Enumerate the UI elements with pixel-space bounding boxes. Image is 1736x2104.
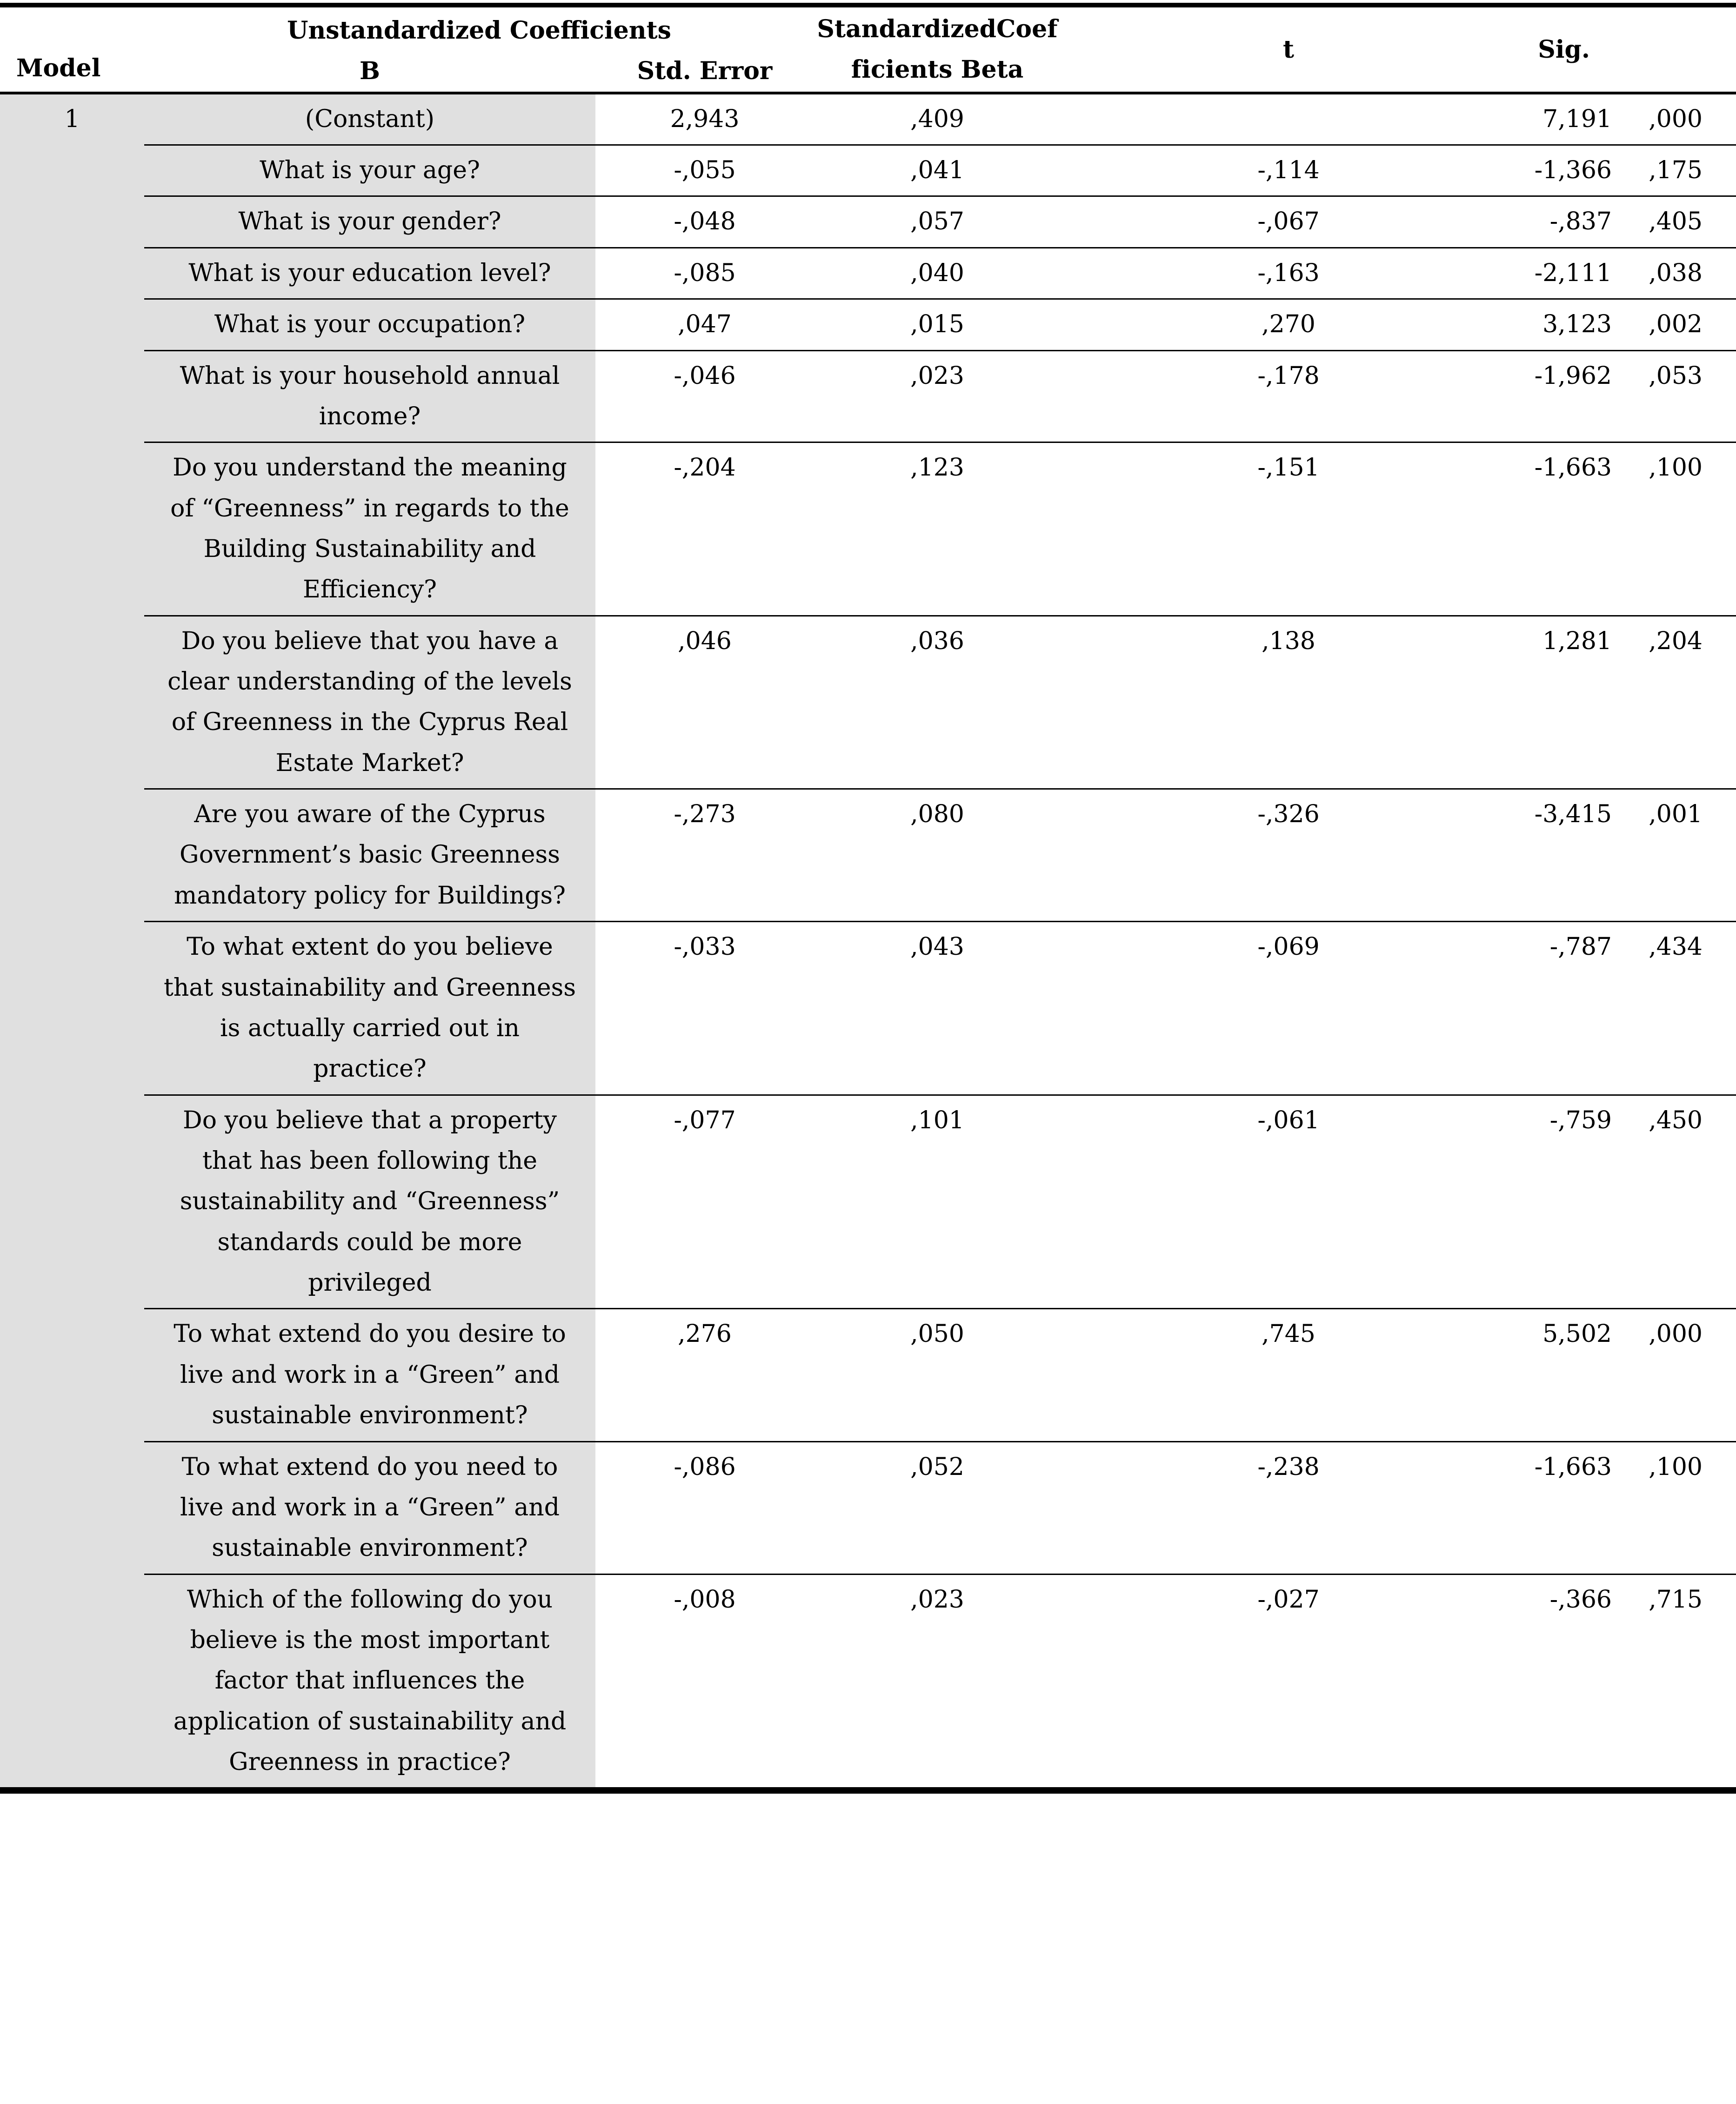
t-value-cell: -1,366 (1516, 145, 1623, 196)
question-label-cell: Do you believe that you have a clear understanding of the levels of Greenness in the Cyprus Real Estate Market? (144, 616, 595, 789)
sig-value-cell: ,175 (1623, 145, 1736, 196)
beta-value-cell: -,238 (1061, 1441, 1516, 1574)
sig-value-cell: ,038 (1623, 248, 1736, 299)
sig-value-cell: ,204 (1623, 616, 1736, 789)
t-value-cell: -,759 (1516, 1095, 1623, 1309)
table-row (0, 616, 1736, 789)
sig-value-cell: ,450 (1623, 1095, 1736, 1309)
table-row (0, 1574, 1736, 1790)
question-label-cell: To what extend do you desire to live and work in a “Green” and sustainable environment? (144, 1309, 595, 1441)
std-error-value-cell: ,023 (814, 1574, 1061, 1790)
sig-value-cell: ,100 (1623, 1441, 1736, 1574)
table-row (0, 248, 1736, 299)
question-label-cell: What is your gender? (144, 196, 595, 248)
t-value-cell: -3,415 (1516, 789, 1623, 922)
question-label-cell: What is your education level? (144, 248, 595, 299)
std-error-column-header: Std. Error (595, 51, 814, 93)
table-row (0, 1309, 1736, 1441)
t-value-cell: 3,123 (1516, 299, 1623, 350)
table-row (0, 196, 1736, 248)
b-value-cell: 2,943 (595, 93, 814, 145)
table-row (0, 922, 1736, 1095)
beta-value-cell: -,163 (1061, 248, 1516, 299)
table-body (0, 93, 1736, 1791)
standardized-coefficients-beta-header: StandardizedCoefficients Beta (814, 5, 1061, 93)
std-error-value-cell: ,052 (814, 1441, 1061, 1574)
sig-value-cell: ,000 (1623, 93, 1736, 145)
table-row (0, 1441, 1736, 1574)
beta-value-cell: -,069 (1061, 922, 1516, 1095)
question-label-cell: Are you aware of the Cyprus Government’s basic Greenness mandatory policy for Buildings? (144, 789, 595, 922)
question-label-cell: Do you understand the meaning of “Greenness” in regards to the Building Sustainability and Efficiency? (144, 442, 595, 616)
t-value-cell: -,787 (1516, 922, 1623, 1095)
b-column-header: B (144, 51, 595, 93)
table-row (0, 350, 1736, 442)
b-value-cell: -,204 (595, 442, 814, 616)
b-value-cell: ,276 (595, 1309, 814, 1441)
question-label-cell: What is your household annual income? (144, 350, 595, 442)
beta-value-cell: -,151 (1061, 442, 1516, 616)
b-value-cell: -,046 (595, 350, 814, 442)
t-value-cell: -2,111 (1516, 248, 1623, 299)
std-error-value-cell: ,040 (814, 248, 1061, 299)
b-value-cell: -,085 (595, 248, 814, 299)
std-error-value-cell: ,080 (814, 789, 1061, 922)
t-value-cell: -1,663 (1516, 442, 1623, 616)
t-value-cell: 5,502 (1516, 1309, 1623, 1441)
b-value-cell: ,046 (595, 616, 814, 789)
question-label-cell: What is your age? (144, 145, 595, 196)
std-error-value-cell: ,123 (814, 442, 1061, 616)
header-row-1 (0, 5, 1736, 51)
question-label-cell: To what extent do you believe that sustainability and Greenness is actually carried out in practice? (144, 922, 595, 1095)
table-row (0, 789, 1736, 922)
std-error-value-cell: ,043 (814, 922, 1061, 1095)
std-error-value-cell: ,036 (814, 616, 1061, 789)
beta-value-cell: -,061 (1061, 1095, 1516, 1309)
beta-value-cell: -,326 (1061, 789, 1516, 922)
b-value-cell: -,273 (595, 789, 814, 922)
std-error-value-cell: ,023 (814, 350, 1061, 442)
table-row (0, 93, 1736, 145)
std-error-value-cell: ,015 (814, 299, 1061, 350)
model-column-header: Model (0, 5, 144, 93)
sig-value-cell: ,002 (1623, 299, 1736, 350)
sig-value-cell: ,434 (1623, 922, 1736, 1095)
t-value-cell: 1,281 (1516, 616, 1623, 789)
table-row (0, 145, 1736, 196)
b-value-cell: -,077 (595, 1095, 814, 1309)
b-value-cell: -,086 (595, 1441, 814, 1574)
std-error-value-cell: ,409 (814, 93, 1061, 145)
t-value-cell: -1,962 (1516, 350, 1623, 442)
sig-value-cell: ,000 (1623, 1309, 1736, 1441)
std-error-value-cell: ,101 (814, 1095, 1061, 1309)
beta-value-cell: -,114 (1061, 145, 1516, 196)
b-value-cell: ,047 (595, 299, 814, 350)
table-row (0, 1095, 1736, 1309)
sig-value-cell: ,405 (1623, 196, 1736, 248)
table-row (0, 442, 1736, 616)
b-value-cell: -,055 (595, 145, 814, 196)
table-row (0, 299, 1736, 350)
question-label-cell: What is your occupation? (144, 299, 595, 350)
sig-column-header: Sig. (1516, 5, 1623, 93)
regression-coefficients-table (0, 3, 1736, 1794)
t-column-header: t (1061, 5, 1516, 93)
t-value-cell: -,366 (1516, 1574, 1623, 1790)
sig-value-cell: ,715 (1623, 1574, 1736, 1790)
beta-value-cell: -,027 (1061, 1574, 1516, 1790)
question-label-cell: To what extend do you need to live and work in a “Green” and sustainable environment? (144, 1441, 595, 1574)
t-value-cell: -1,663 (1516, 1441, 1623, 1574)
t-value-cell: -,837 (1516, 196, 1623, 248)
table-header (0, 5, 1736, 93)
std-error-value-cell: ,041 (814, 145, 1061, 196)
beta-value-cell: -,178 (1061, 350, 1516, 442)
question-label-cell: Do you believe that a property that has been following the sustainability and “Greenness” standards could be more privileged (144, 1095, 595, 1309)
b-value-cell: -,033 (595, 922, 814, 1095)
question-label-cell: Which of the following do you believe is the most important factor that influences the application of sustainability and Greenness in practice? (144, 1574, 595, 1790)
beta-value-cell: -,067 (1061, 196, 1516, 248)
unstandardized-coefficients-header: Unstandardized Coefficients (144, 5, 814, 51)
model-number-cell: 1 (0, 93, 144, 1791)
b-value-cell: -,048 (595, 196, 814, 248)
std-error-value-cell: ,050 (814, 1309, 1061, 1441)
question-label-cell: (Constant) (144, 93, 595, 145)
beta-value-cell: ,138 (1061, 616, 1516, 789)
beta-value-cell: ,745 (1061, 1309, 1516, 1441)
beta-value-cell (1061, 93, 1516, 145)
sig-value-cell: ,100 (1623, 442, 1736, 616)
t-value-cell: 7,191 (1516, 93, 1623, 145)
b-value-cell: -,008 (595, 1574, 814, 1790)
sig-value-cell: ,053 (1623, 350, 1736, 442)
beta-value-cell: ,270 (1061, 299, 1516, 350)
std-error-value-cell: ,057 (814, 196, 1061, 248)
sig-value-cell: ,001 (1623, 789, 1736, 922)
